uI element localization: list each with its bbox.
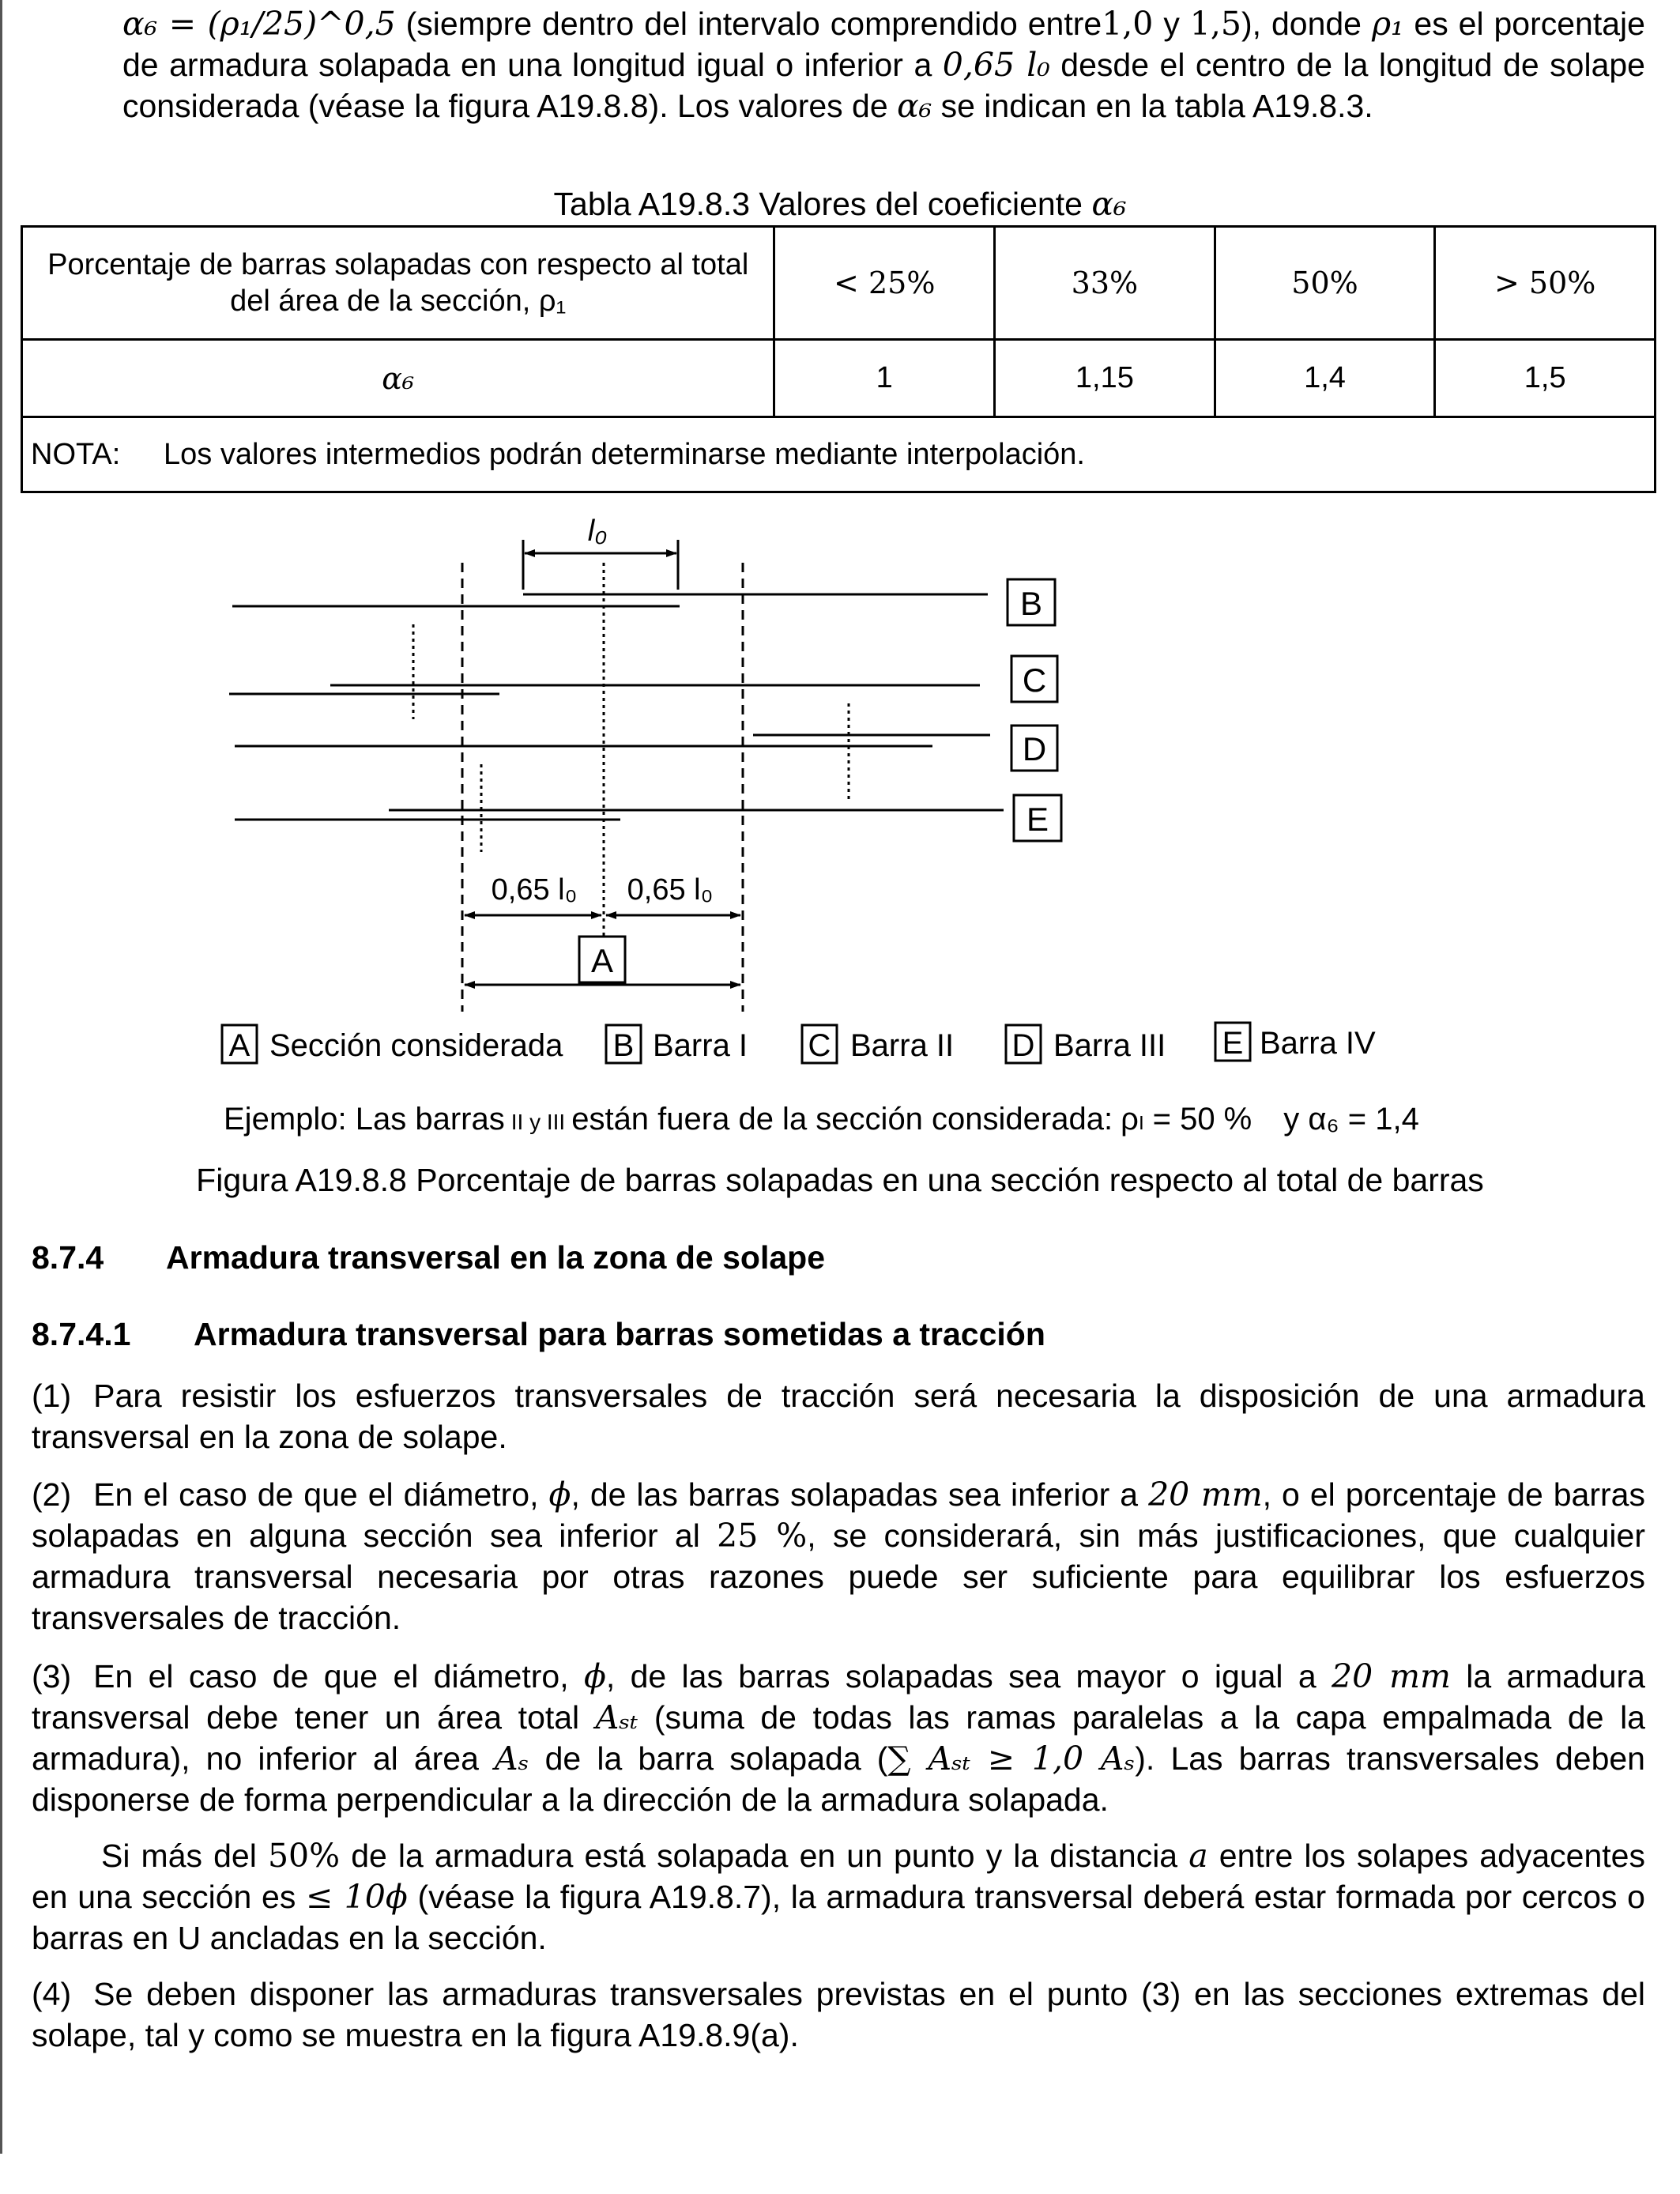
table-cell: 50% bbox=[1215, 227, 1435, 340]
svg-text:A: A bbox=[228, 1028, 250, 1063]
figure-example: Ejemplo: Las barras II y III están fuera de la sección considerada: ρₗ = 50 % y α₆ = 1,4 bbox=[224, 1102, 1419, 1137]
svg-text:E: E bbox=[1026, 801, 1049, 838]
bar-I bbox=[232, 594, 988, 606]
table-cell: 1,15 bbox=[995, 340, 1215, 417]
table-caption: Tabla A19.8.3 Valores del coeficiente α₆ bbox=[553, 185, 1127, 223]
legend-label: Barra I bbox=[653, 1028, 748, 1063]
figure-caption: Figura A19.8.8 Porcentaje de barras solapadas en una sección respecto al total de barras bbox=[196, 1162, 1484, 1198]
l0-dimension bbox=[523, 515, 678, 590]
legend-label: Barra III bbox=[1053, 1028, 1166, 1063]
table-cell: > 50% bbox=[1435, 227, 1656, 340]
svg-text:B: B bbox=[612, 1028, 635, 1063]
svg-text:E: E bbox=[1222, 1026, 1244, 1061]
table-note: NOTA: Los valores intermedios podrán determinarse mediante interpolación. bbox=[22, 417, 1656, 492]
box-A bbox=[579, 937, 625, 982]
svg-text:D: D bbox=[1011, 1028, 1035, 1063]
table-cell: 1 bbox=[774, 340, 995, 417]
dim-right-label: 0,65 l₀ bbox=[627, 873, 714, 907]
paragraph-3b: Si más del 50% de la armadura está solapada en un punto y la distancia a entre los solapes adyacentes en una sección es ≤ 10ϕ (véase la figura A19.8.7), la armadura transversal deberá estar formada por cercos o barras en U ancladas en la sección. bbox=[32, 1837, 1645, 1956]
box-C bbox=[1011, 656, 1057, 702]
table-cell: < 25% bbox=[774, 227, 995, 340]
table-row bbox=[22, 227, 1656, 340]
svg-text:D: D bbox=[1022, 730, 1047, 767]
l0-label: l₀ bbox=[587, 515, 608, 548]
lap-splice-figure bbox=[0, 506, 1680, 1201]
intro-paragraph: α₆ = (ρ₁/25)^0,5 (siempre dentro del intervalo comprendido entre1,0 y 1,5), donde ρ₁ es el porcentaje de armadura solapada en una longitud igual o inferior a 0,65 l₀ desde el centro de la longitud de solape considerada (véase la figura A19.8.8). Los valores de α₆ se indican en la tabla A19.8.3. bbox=[122, 5, 1645, 125]
section-heading-8-7-4: 8.7.4 Armadura transversal en la zona de solape bbox=[32, 1239, 825, 1276]
legend-label: Barra IV bbox=[1260, 1026, 1376, 1061]
row2-label: α₆ bbox=[22, 340, 774, 417]
svg-text:B: B bbox=[1019, 585, 1043, 622]
paragraph-3: (3) En el caso de que el diámetro, ϕ, de las barras solapadas sea mayor o igual a 20 mm la armadura transversal debe tener un área total Aₛₜ (suma de todas las ramas paralelas a la capa empalmada de la armadura), no inferior al área Aₛ de la barra solapada (∑ Aₛₜ ≥ 1,0 Aₛ). Las barras transversales deben disponerse de forma perpendicular a la dirección de la armadura solapada. bbox=[32, 1657, 1645, 1818]
alpha6-formula: α₆ = (ρ₁/25)^0,5 bbox=[122, 5, 396, 43]
dim-left-label: 0,65 l₀ bbox=[491, 873, 578, 907]
figure-legend bbox=[222, 1023, 1376, 1063]
box-E bbox=[1014, 795, 1061, 841]
table-cell: 1,5 bbox=[1435, 340, 1656, 417]
legend-label: Barra II bbox=[850, 1028, 955, 1063]
paragraph-4: (4) Se deben disponer las armaduras transversales previstas en el punto (3) en las secciones extremas del solape, tal y como se muestra en la figura A19.8.9(a). bbox=[32, 1976, 1645, 2053]
svg-text:C: C bbox=[808, 1028, 831, 1063]
box-D bbox=[1011, 726, 1057, 771]
bar-IV bbox=[235, 810, 1004, 820]
table-note-row bbox=[22, 417, 1656, 492]
table-cell: 33% bbox=[995, 227, 1215, 340]
svg-text:A: A bbox=[590, 942, 614, 979]
dimension-0-65-l0 bbox=[465, 873, 740, 915]
box-B bbox=[1008, 579, 1055, 625]
legend-label: Sección considerada bbox=[269, 1028, 563, 1063]
table-row bbox=[22, 340, 1656, 417]
svg-text:C: C bbox=[1022, 662, 1047, 699]
bar-III bbox=[235, 735, 990, 746]
table-cell: 1,4 bbox=[1215, 340, 1435, 417]
alpha6-table bbox=[21, 225, 1656, 493]
paragraph-2: (2) En el caso de que el diámetro, ϕ, de las barras solapadas sea inferior a 20 mm, o el porcentaje de barras solapadas en alguna sección sea inferior al 25 %, se considerará, sin más justificaciones, que cualquier armadura transversal necesaria por otras razones puede ser suficiente para equilibrar los esfuerzos transversales de tracción. bbox=[32, 1476, 1645, 1636]
row1-label: Porcentaje de barras solapadas con respecto al total del área de la sección, ρ₁ bbox=[22, 227, 774, 340]
paragraph-1: (1) Para resistir los esfuerzos transversales de tracción será necesaria la disposición de una armadura transversal en la zona de solape. bbox=[32, 1378, 1645, 1455]
section-heading-8-7-4-1: 8.7.4.1 Armadura transversal para barras sometidas a tracción bbox=[32, 1316, 1045, 1352]
